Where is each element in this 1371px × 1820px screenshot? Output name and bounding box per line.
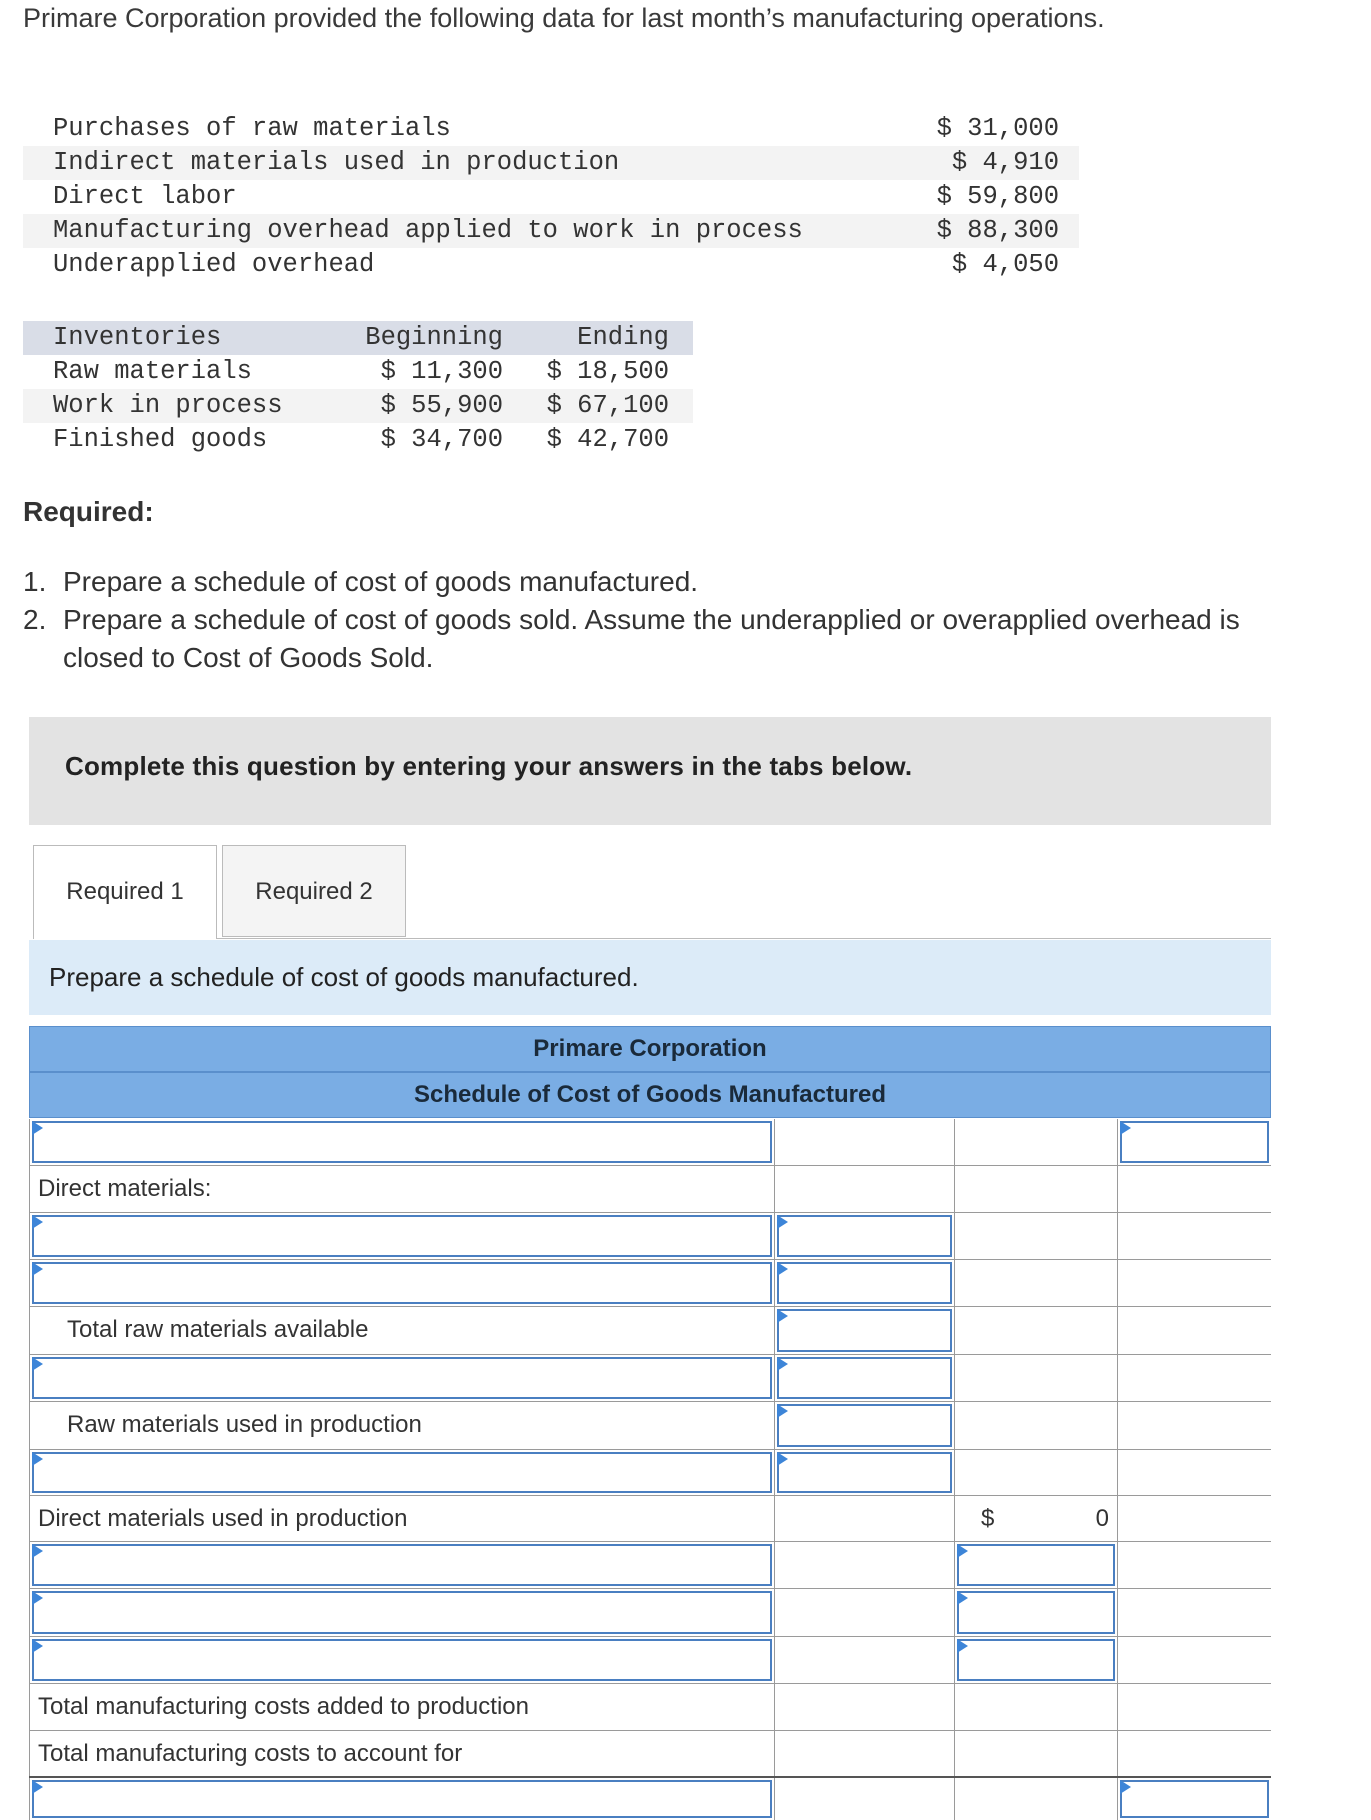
data-value: $ 4,910 xyxy=(951,148,1059,177)
inventory-row-raw-materials xyxy=(23,355,693,389)
item-number: 1. xyxy=(23,566,47,597)
banner-text: Complete this question by entering your answers in the tabs below. xyxy=(65,751,913,781)
inventory-ending: $ 18,500 xyxy=(546,357,669,386)
schedule-row xyxy=(29,1450,1271,1496)
header-beginning: Beginning xyxy=(365,323,503,352)
amount-input[interactable] xyxy=(777,1309,952,1352)
amount-input[interactable] xyxy=(957,1639,1115,1681)
data-label: Purchases of raw materials xyxy=(53,114,451,143)
data-value: $ 59,800 xyxy=(936,182,1059,211)
tab-required-1[interactable]: Required 1 xyxy=(33,845,217,939)
data-row-direct-labor xyxy=(23,180,1079,214)
direct-materials-total: 0 xyxy=(1095,1505,1109,1532)
required-heading: Required: xyxy=(23,496,154,527)
label-input[interactable] xyxy=(32,1780,772,1818)
inventory-row-finished-goods xyxy=(23,423,693,457)
amount-input[interactable] xyxy=(777,1404,952,1447)
data-value: $ 31,000 xyxy=(936,114,1059,143)
label-input[interactable] xyxy=(32,1639,772,1681)
schedule-row xyxy=(29,1355,1271,1402)
schedule-row xyxy=(29,1213,1271,1260)
cost-data-table xyxy=(23,112,1079,282)
schedule-row xyxy=(29,1307,1271,1355)
currency-symbol: $ xyxy=(981,1505,995,1532)
label-input[interactable] xyxy=(32,1357,772,1399)
data-value: $ 4,050 xyxy=(951,250,1059,279)
schedule-row xyxy=(29,1166,1271,1213)
instructions-banner xyxy=(29,717,1271,825)
total-to-account-label: Total manufacturing costs to account for xyxy=(38,1740,463,1767)
data-label: Underapplied overhead xyxy=(53,250,375,279)
inventories-table xyxy=(23,321,693,457)
amount-input[interactable] xyxy=(777,1357,952,1399)
schedule-row xyxy=(29,1119,1271,1166)
required-list xyxy=(23,563,1273,677)
data-label: Indirect materials used in production xyxy=(53,148,620,177)
inventory-label: Raw materials xyxy=(53,357,252,386)
inventory-row-wip xyxy=(23,389,693,423)
inventory-label: Work in process xyxy=(53,391,283,420)
schedule-row xyxy=(29,1542,1271,1589)
data-value: $ 88,300 xyxy=(936,216,1059,245)
schedule-row xyxy=(29,1402,1271,1450)
data-row-purchases xyxy=(23,112,1079,146)
inventory-beginning: $ 34,700 xyxy=(380,425,503,454)
schedule-title-header: Schedule of Cost of Goods Manufactured xyxy=(29,1072,1271,1118)
inventory-ending: $ 42,700 xyxy=(546,425,669,454)
data-row-indirect-materials xyxy=(23,146,1079,180)
label-input[interactable] xyxy=(32,1121,772,1163)
data-label: Direct labor xyxy=(53,182,237,211)
amount-input[interactable] xyxy=(777,1262,952,1304)
schedule-company-header: Primare Corporation xyxy=(29,1026,1271,1072)
schedule-row xyxy=(29,1684,1271,1731)
total-added-label: Total manufacturing costs added to production xyxy=(38,1693,529,1720)
direct-materials-used-label: Direct materials used in production xyxy=(38,1505,408,1532)
tab-required-2[interactable]: Required 2 xyxy=(222,845,406,937)
schedule-row xyxy=(29,1589,1271,1637)
inventory-beginning: $ 55,900 xyxy=(380,391,503,420)
inventory-label: Finished goods xyxy=(53,425,268,454)
label-input[interactable] xyxy=(32,1215,772,1257)
item-text: Prepare a schedule of cost of goods sold. Assume the underapplied or overapplied overhead is closed to Cost of Goods Sold. xyxy=(63,604,1240,673)
data-row-underapplied xyxy=(23,248,1079,282)
label-input[interactable] xyxy=(32,1591,772,1634)
schedule-row xyxy=(29,1637,1271,1684)
direct-materials-label: Direct materials: xyxy=(38,1175,212,1202)
tab-divider xyxy=(216,938,1271,939)
tab-instruction xyxy=(29,940,1271,1015)
schedule-row xyxy=(29,1496,1271,1542)
data-row-overhead-applied xyxy=(23,214,1079,248)
amount-input[interactable] xyxy=(957,1544,1115,1586)
label-input[interactable] xyxy=(32,1262,772,1304)
required-item-2 xyxy=(23,601,1273,677)
schedule-row xyxy=(29,1260,1271,1307)
amount-input[interactable] xyxy=(777,1452,952,1493)
amount-input[interactable] xyxy=(1120,1780,1269,1818)
label-input[interactable] xyxy=(32,1544,772,1586)
header-inventories: Inventories xyxy=(53,323,222,352)
item-text: Prepare a schedule of cost of goods manufactured. xyxy=(63,566,699,597)
total-raw-materials-label: Total raw materials available xyxy=(67,1316,369,1343)
required-item-1 xyxy=(23,563,1273,601)
raw-materials-used-label: Raw materials used in production xyxy=(67,1411,422,1438)
schedule-row xyxy=(29,1731,1271,1778)
inventory-beginning: $ 11,300 xyxy=(380,357,503,386)
amount-input[interactable] xyxy=(777,1215,952,1257)
data-label: Manufacturing overhead applied to work in process xyxy=(53,216,803,245)
inventory-ending: $ 67,100 xyxy=(546,391,669,420)
amount-input[interactable] xyxy=(1120,1121,1269,1163)
header-ending: Ending xyxy=(577,323,669,352)
intro-text: Primare Corporation provided the following data for last month’s manufacturing operations. xyxy=(23,3,1105,33)
instruction-text: Prepare a schedule of cost of goods manufactured. xyxy=(49,962,639,992)
schedule-row xyxy=(29,1778,1271,1820)
amount-input[interactable] xyxy=(957,1591,1115,1634)
label-input[interactable] xyxy=(32,1452,772,1493)
item-number: 2. xyxy=(23,604,47,635)
inventories-header xyxy=(23,321,693,355)
